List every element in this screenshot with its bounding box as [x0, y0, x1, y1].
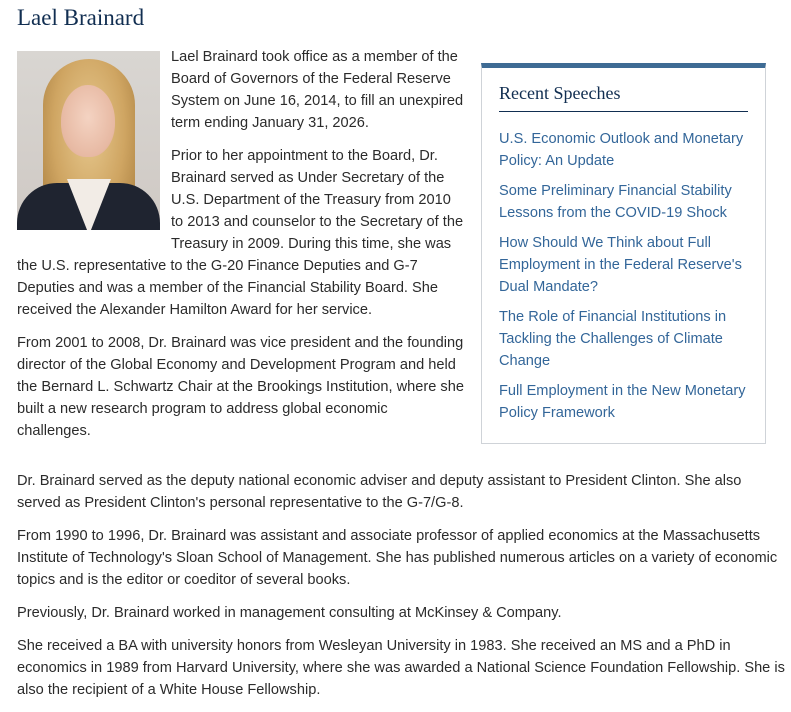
bio-paragraph: Prior to her appointment to the Board, Dr. Brainard served as Under Secretary of the U.S. Department of the Treasury from 2010 to 2013 and counselor to the Secretary of the Treasury in 2009. During this time, she was the U.S. representative to the G-20 Finance Deputies and G-7 Deputies and was a member of the Financial Stability Board. She received the Alexander Hamilton Award for her service.: [17, 148, 464, 318]
page-title: Lael Brainard: [17, 5, 145, 30]
bio-paragraph: Lael Brainard took office as a member of the Board of Governors of the Federal Reserve System on June 16, 2014, to fill an unexpired term ending January 31, 2026.: [171, 49, 464, 131]
list-item: [499, 232, 748, 298]
bio-paragraph: She received a BA with university honors from Wesleyan University in 1983. She received an MS and a PhD in economics in 1989 from Harvard University, where she was awarded a National Science Foundation Fellowship. She is also the recipient of a White House Fellowship.: [17, 638, 785, 698]
bio-top-section: [17, 46, 465, 453]
list-item: [499, 180, 748, 224]
speech-link[interactable]: Full Employment in the New Monetary Policy Framework: [499, 383, 746, 421]
list-item: [499, 306, 748, 372]
portrait-face: [61, 85, 115, 157]
portrait-image: [17, 51, 160, 230]
bio-paragraph: Previously, Dr. Brainard worked in management consulting at McKinsey & Company.: [17, 605, 562, 621]
bio-paragraph: From 2001 to 2008, Dr. Brainard was vice president and the founding director of the Global Economy and Development Program and held the Bernard L. Schwartz Chair at the Brookings Institution, where she built a new research program to address global economic challenges.: [17, 335, 464, 439]
list-item: [499, 128, 748, 172]
recent-speeches-panel: [481, 63, 766, 444]
speech-link[interactable]: How Should We Think about Full Employment in the Federal Reserve's Dual Mandate?: [499, 235, 742, 295]
bio-paragraph: Dr. Brainard served as the deputy national economic adviser and deputy assistant to President Clinton. She also served as President Clinton's personal representative to the G-7/G-8.: [17, 473, 742, 511]
bio-bottom-section: [17, 470, 785, 712]
bio-paragraph: From 1990 to 1996, Dr. Brainard was assistant and associate professor of applied economics at the Massachusetts Institute of Technology's Sloan School of Management. She has published numerous articles on a variety of economic topics and is the editor or coeditor of several books.: [17, 528, 778, 588]
list-item: [499, 380, 748, 424]
speech-list: [499, 128, 748, 424]
speech-link[interactable]: Some Preliminary Financial Stability Lessons from the COVID-19 Shock: [499, 183, 732, 221]
speech-link[interactable]: The Role of Financial Institutions in Tackling the Challenges of Climate Change: [499, 309, 727, 369]
speech-link[interactable]: U.S. Economic Outlook and Monetary Policy: An Update: [499, 131, 744, 169]
recent-speeches-heading: Recent Speeches: [499, 82, 748, 112]
